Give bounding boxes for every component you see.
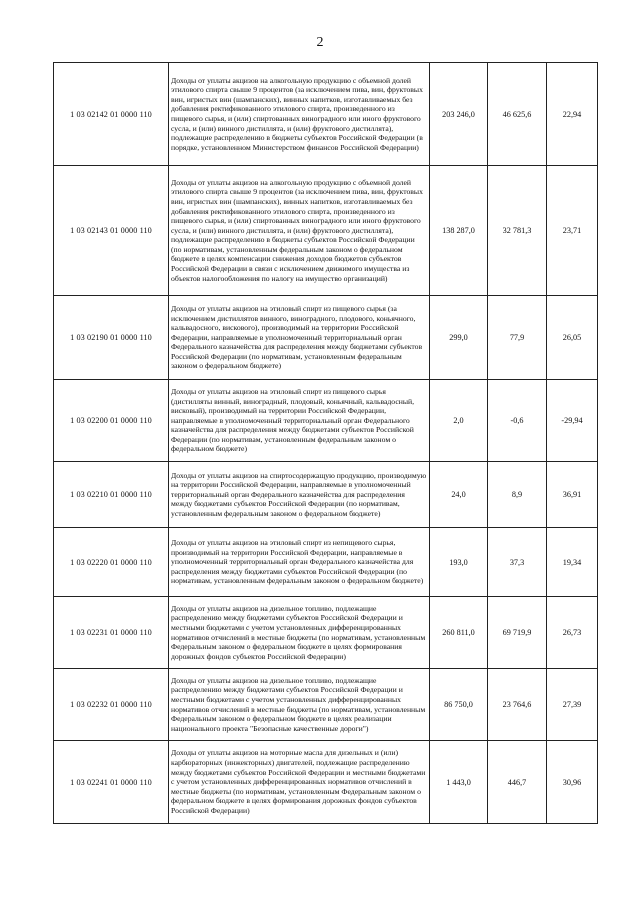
actual-amount: -0,6 (488, 380, 547, 462)
execution-percent: 26,73 (547, 597, 598, 669)
revenue-description: Доходы от уплаты акцизов на алкогольную продукцию с объемной долей этилового спирта свыше 9 процентов (за исключением пива, вин, фруктовых вин, игристых вин (шампанских), винных напитков, изготавливаемых без добавления ректификованного этилового спирта, произведенного из пищевого сырья, и (или) спиртованных виноградного или иного фруктового сусла, и (или) винного дистиллята, и (или) фруктового дистиллята), подлежащие распределению в бюджеты субъектов Российской Федерации (в порядке, установленном Министерством финансов Российской Федерации) (169, 63, 430, 166)
execution-percent: 19,34 (547, 528, 598, 597)
revenue-description: Доходы от уплаты акцизов на этиловый спирт из непищевого сырья, производимый на территории Российской Федерации, направляемые в уполномоченный территориальный орган Федерального казначейства для распределения между бюджетами субъектов Российской Федерации (по нормативам, установленным федеральным законом о федеральном бюджете) (169, 528, 430, 597)
table-row (54, 669, 598, 741)
budget-code: 1 03 02190 01 0000 110 (54, 296, 169, 380)
revenue-description: Доходы от уплаты акцизов на моторные масла для дизельных и (или) карбюраторных (инжекторных) двигателей, подлежащие распределению между бюджетами субъектов Российской Федерации и местными бюджетами с учетом установленных дифференцированных нормативов отчислений в местные бюджеты (по нормативам, установленным Федеральным законом о федеральном бюджете в целях формирования дорожных фондов субъектов Российской Федерации) (169, 741, 430, 824)
table-row (54, 166, 598, 296)
plan-amount: 1 443,0 (430, 741, 488, 824)
revenue-description: Доходы от уплаты акцизов на алкогольную продукцию с объемной долей этилового спирта свыше 9 процентов (за исключением пива, вин, фруктовых вин, игристых вин (шампанских), винных напитков, изготавливаемых без добавления ректификованного этилового спирта, произведенного из пищевого сырья, и (или) спиртованных виноградного или иного фруктового сусла, и (или) винного дистиллята, и (или) фруктового дистиллята), подлежащие распределению в бюджеты субъектов Российской Федерации (по нормативам, установленным федеральным законом о федеральном бюджете в целях компенсации снижения доходов бюджетов субъектов Российской Федерации в связи с исключением движимого имущества из объектов налогообложения по налогу на имущество организаций) (169, 166, 430, 296)
execution-percent: 36,91 (547, 462, 598, 528)
budget-code: 1 03 02200 01 0000 110 (54, 380, 169, 462)
revenue-description: Доходы от уплаты акцизов на дизельное топливо, подлежащие распределению между бюджетами субъектов Российской Федерации и местными бюджетами с учетом установленных дифференцированных нормативов отчислений в местные бюджеты (по нормативам, установленным Федеральным законом о федеральном бюджете в целях реализации национального проекта "Безопасные качественные дороги") (169, 669, 430, 741)
plan-amount: 260 811,0 (430, 597, 488, 669)
execution-percent: -29,94 (547, 380, 598, 462)
plan-amount: 2,0 (430, 380, 488, 462)
execution-percent: 30,96 (547, 741, 598, 824)
budget-code: 1 03 02143 01 0000 110 (54, 166, 169, 296)
table-row (54, 462, 598, 528)
execution-percent: 27,39 (547, 669, 598, 741)
actual-amount: 32 781,3 (488, 166, 547, 296)
execution-percent: 23,71 (547, 166, 598, 296)
actual-amount: 77,9 (488, 296, 547, 380)
execution-percent: 22,94 (547, 63, 598, 166)
budget-code: 1 03 02142 01 0000 110 (54, 63, 169, 166)
plan-amount: 193,0 (430, 528, 488, 597)
table-row (54, 597, 598, 669)
actual-amount: 23 764,6 (488, 669, 547, 741)
actual-amount: 69 719,9 (488, 597, 547, 669)
budget-code: 1 03 02241 01 0000 110 (54, 741, 169, 824)
page-number: 2 (316, 35, 324, 50)
plan-amount: 86 750,0 (430, 669, 488, 741)
plan-amount: 203 246,0 (430, 63, 488, 166)
budget-code: 1 03 02232 01 0000 110 (54, 669, 169, 741)
revenue-description: Доходы от уплаты акцизов на этиловый спирт из пищевого сырья (за исключением дистиллятов винного, виноградного, плодового, коньячного, кальвадосного, вискового), производимый на территории Российской Федерации, направляемые в уполномоченный территориальный орган Федерального казначейства для распределения между бюджетами субъектов Российской Федерации (по нормативам, установленным федеральным законом о федеральном бюджете) (169, 296, 430, 380)
actual-amount: 37,3 (488, 528, 547, 597)
revenue-description: Доходы от уплаты акцизов на этиловый спирт из пищевого сырья (дистилляты винный, виноградный, плодовый, коньячный, кальвадосный, висковый), производимый на территории Российской Федерации, направляемые в уполномоченный территориальный орган Федерального казначейства для распределения между бюджетами субъектов Российской Федерации (по нормативам, установленным федеральным законом о федеральном бюджете) (169, 380, 430, 462)
plan-amount: 138 287,0 (430, 166, 488, 296)
execution-percent: 26,05 (547, 296, 598, 380)
revenue-description: Доходы от уплаты акцизов на спиртосодержащую продукцию, производимую на территории Российской Федерации, направляемые в уполномоченный территориальный орган Федерального казначейства для распределения между бюджетами субъектов Российской Федерации (по нормативам, установленным федеральным законом о федеральном бюджете) (169, 462, 430, 528)
table-row (54, 63, 598, 166)
revenue-table (53, 62, 598, 824)
table-row (54, 528, 598, 597)
revenue-description: Доходы от уплаты акцизов на дизельное топливо, подлежащие распределению между бюджетами субъектов Российской Федерации и местными бюджетами с учетом установленных дифференцированных нормативов отчислений в местные бюджеты (по нормативам, установленным Федеральным законом о федеральном бюджете в целях формирования дорожных фондов субъектов Российской Федерации) (169, 597, 430, 669)
table-row (54, 741, 598, 824)
actual-amount: 46 625,6 (488, 63, 547, 166)
budget-code: 1 03 02231 01 0000 110 (54, 597, 169, 669)
plan-amount: 24,0 (430, 462, 488, 528)
table-row (54, 380, 598, 462)
budget-code: 1 03 02220 01 0000 110 (54, 528, 169, 597)
plan-amount: 299,0 (430, 296, 488, 380)
table-row (54, 296, 598, 380)
actual-amount: 446,7 (488, 741, 547, 824)
budget-code: 1 03 02210 01 0000 110 (54, 462, 169, 528)
actual-amount: 8,9 (488, 462, 547, 528)
